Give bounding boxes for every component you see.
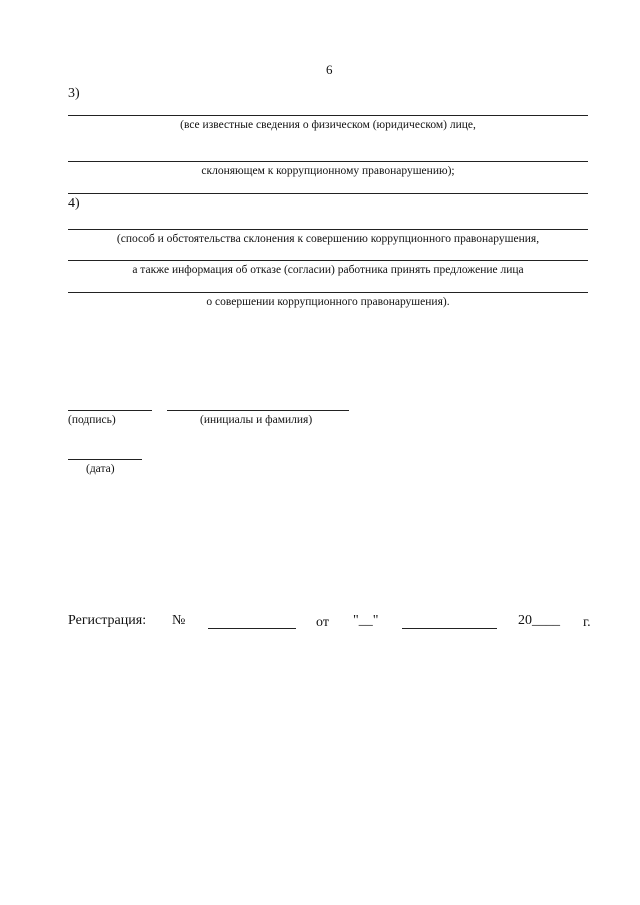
section-4-caption-3: о совершении коррупционного правонарушения). [206, 296, 450, 308]
date-label: (дата) [86, 463, 115, 475]
registration-year: 20____ [518, 613, 560, 628]
section-4-line-2 [68, 260, 588, 261]
section-4-number: 4) [68, 196, 80, 211]
name-label: (инициалы и фамилия) [200, 414, 313, 426]
section-3-caption-2: склоняющем к коррупционному правонарушению); [201, 165, 455, 177]
registration-year-suffix: г. [583, 615, 591, 630]
section-4-line-1 [68, 229, 588, 230]
section-3-caption-1: (все известные сведения о физическом (юридическом) лице, [180, 119, 476, 131]
registration-day: "__" [353, 613, 379, 628]
section-4-caption-2: а также информация об отказе (согласии) работника принять предложение лица [132, 264, 524, 276]
name-line [167, 410, 349, 411]
date-line [68, 459, 142, 460]
section-3-line-1 [68, 115, 588, 116]
page-number: 6 [326, 62, 333, 77]
section-3-line-2 [68, 161, 588, 162]
section-4-line-3 [68, 292, 588, 293]
section-3-number: 3) [68, 86, 80, 101]
registration-from-label: от [316, 615, 329, 630]
registration-month-line [402, 628, 497, 629]
registration-number-line [208, 628, 296, 629]
section-3-line-3 [68, 193, 588, 194]
signature-line [68, 410, 152, 411]
registration-number-sign: № [172, 613, 186, 628]
section-4-caption-1: (способ и обстоятельства склонения к совершению коррупционного правонарушения, [116, 233, 540, 245]
registration-label: Регистрация: [68, 613, 147, 628]
signature-label: (подпись) [68, 414, 116, 426]
